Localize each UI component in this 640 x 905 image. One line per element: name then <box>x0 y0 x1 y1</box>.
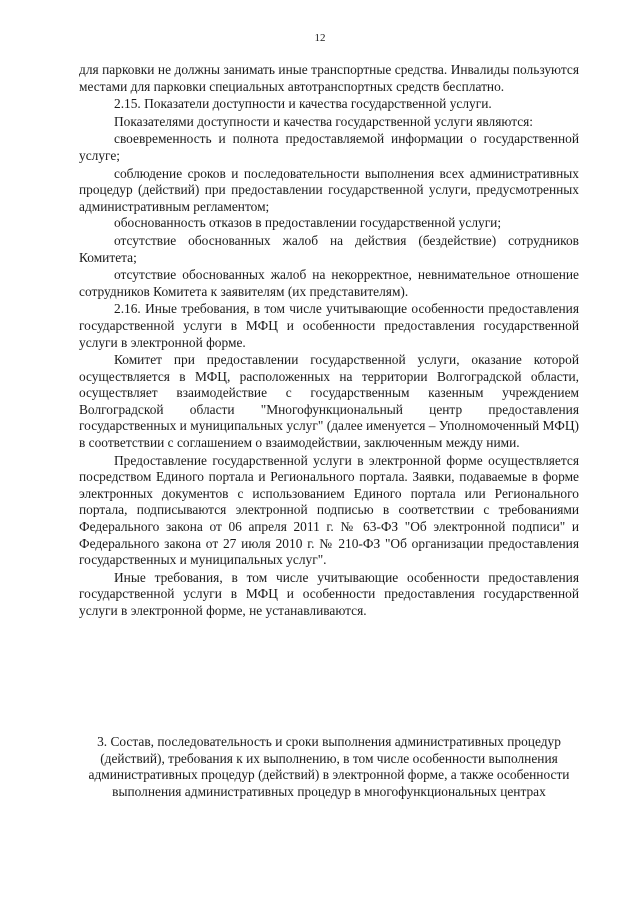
paragraph-indicators-intro: Показателями доступности и качества государственной услуги являются: <box>114 113 534 129</box>
list-item-timeliness: своевременность и полнота предоставляемой информации о государственной услуге; <box>79 131 579 163</box>
paragraph-parking-continuation: для парковки не должны занимать иные транспортные средства. Инвалиды пользуются местами для парковки специальных автотранспортных средств бесплатно. <box>79 62 579 94</box>
list-item-no-complaints-attitude: отсутствие обоснованных жалоб на некорректное, невнимательное отношение сотрудников Комитета к заявителям (их представителям). <box>79 267 579 299</box>
section-3-heading: 3. Состав, последовательность и сроки выполнения административных процедур (действий), требования к их выполнению, в том числе особенности выполнения административных процедур (действий) в электронной форме, а также особенности выполнения административных процедур в многофункциональных центрах <box>88 734 570 799</box>
paragraph-electronic-form: Предоставление государственной услуги в электронной форме осуществляется посредством Единого портала и Регионального портала. Заявки, подаваемые в форме электронных документов с использованием Единого портала или Регионального портала, подписываются электронной подписью в соответствии с требованиями Федерального закона от 06 апреля 2011 г. № 63-ФЗ "Об электронной подписи" и Федерального закона от 27 июля 2010 г. № 210-ФЗ "Об организации предоставления государственных и муниципальных услуг". <box>79 452 579 568</box>
paragraph-section-2-15: 2.15. Показатели доступности и качества государственной услуги. <box>114 96 492 112</box>
paragraph-other-requirements: Иные требования, в том числе учитывающие особенности предоставления государственной услуги в МФЦ и особенности предоставления государственной услуги в электронной форме, не устанавливаются. <box>79 569 579 618</box>
paragraph-section-2-16: 2.16. Иные требования, в том числе учитывающие особенности предоставления государственной услуги в МФЦ и особенности предоставления государственной услуги в электронной форме. <box>79 301 579 350</box>
list-item-no-complaints-actions: отсутствие обоснованных жалоб на действия (бездействие) сотрудников Комитета; <box>79 232 579 265</box>
list-item-refusals: обоснованность отказов в предоставлении государственной услуги; <box>114 215 502 231</box>
page-number: 12 <box>314 32 326 44</box>
paragraph-mfc-interaction: Комитет при предоставлении государственной услуги, оказание которой осуществляется в МФЦ, расположенных на территории Волгоградской области, осуществляет взаимодействие с государственным казенным учреждением Волгоградской области "Многофункциональный центр предоставления государственных и муниципальных услуг" (далее именуется – Уполномоченный МФЦ) в соответствии с соглашением о взаимодействии, заключенным между ними. <box>79 352 579 451</box>
document-body <box>79 62 579 620</box>
list-item-deadlines: соблюдение сроков и последовательности выполнения всех административных процедур (действий) при предоставлении государственной услуги, предусмотренных административным регламентом; <box>79 165 579 214</box>
